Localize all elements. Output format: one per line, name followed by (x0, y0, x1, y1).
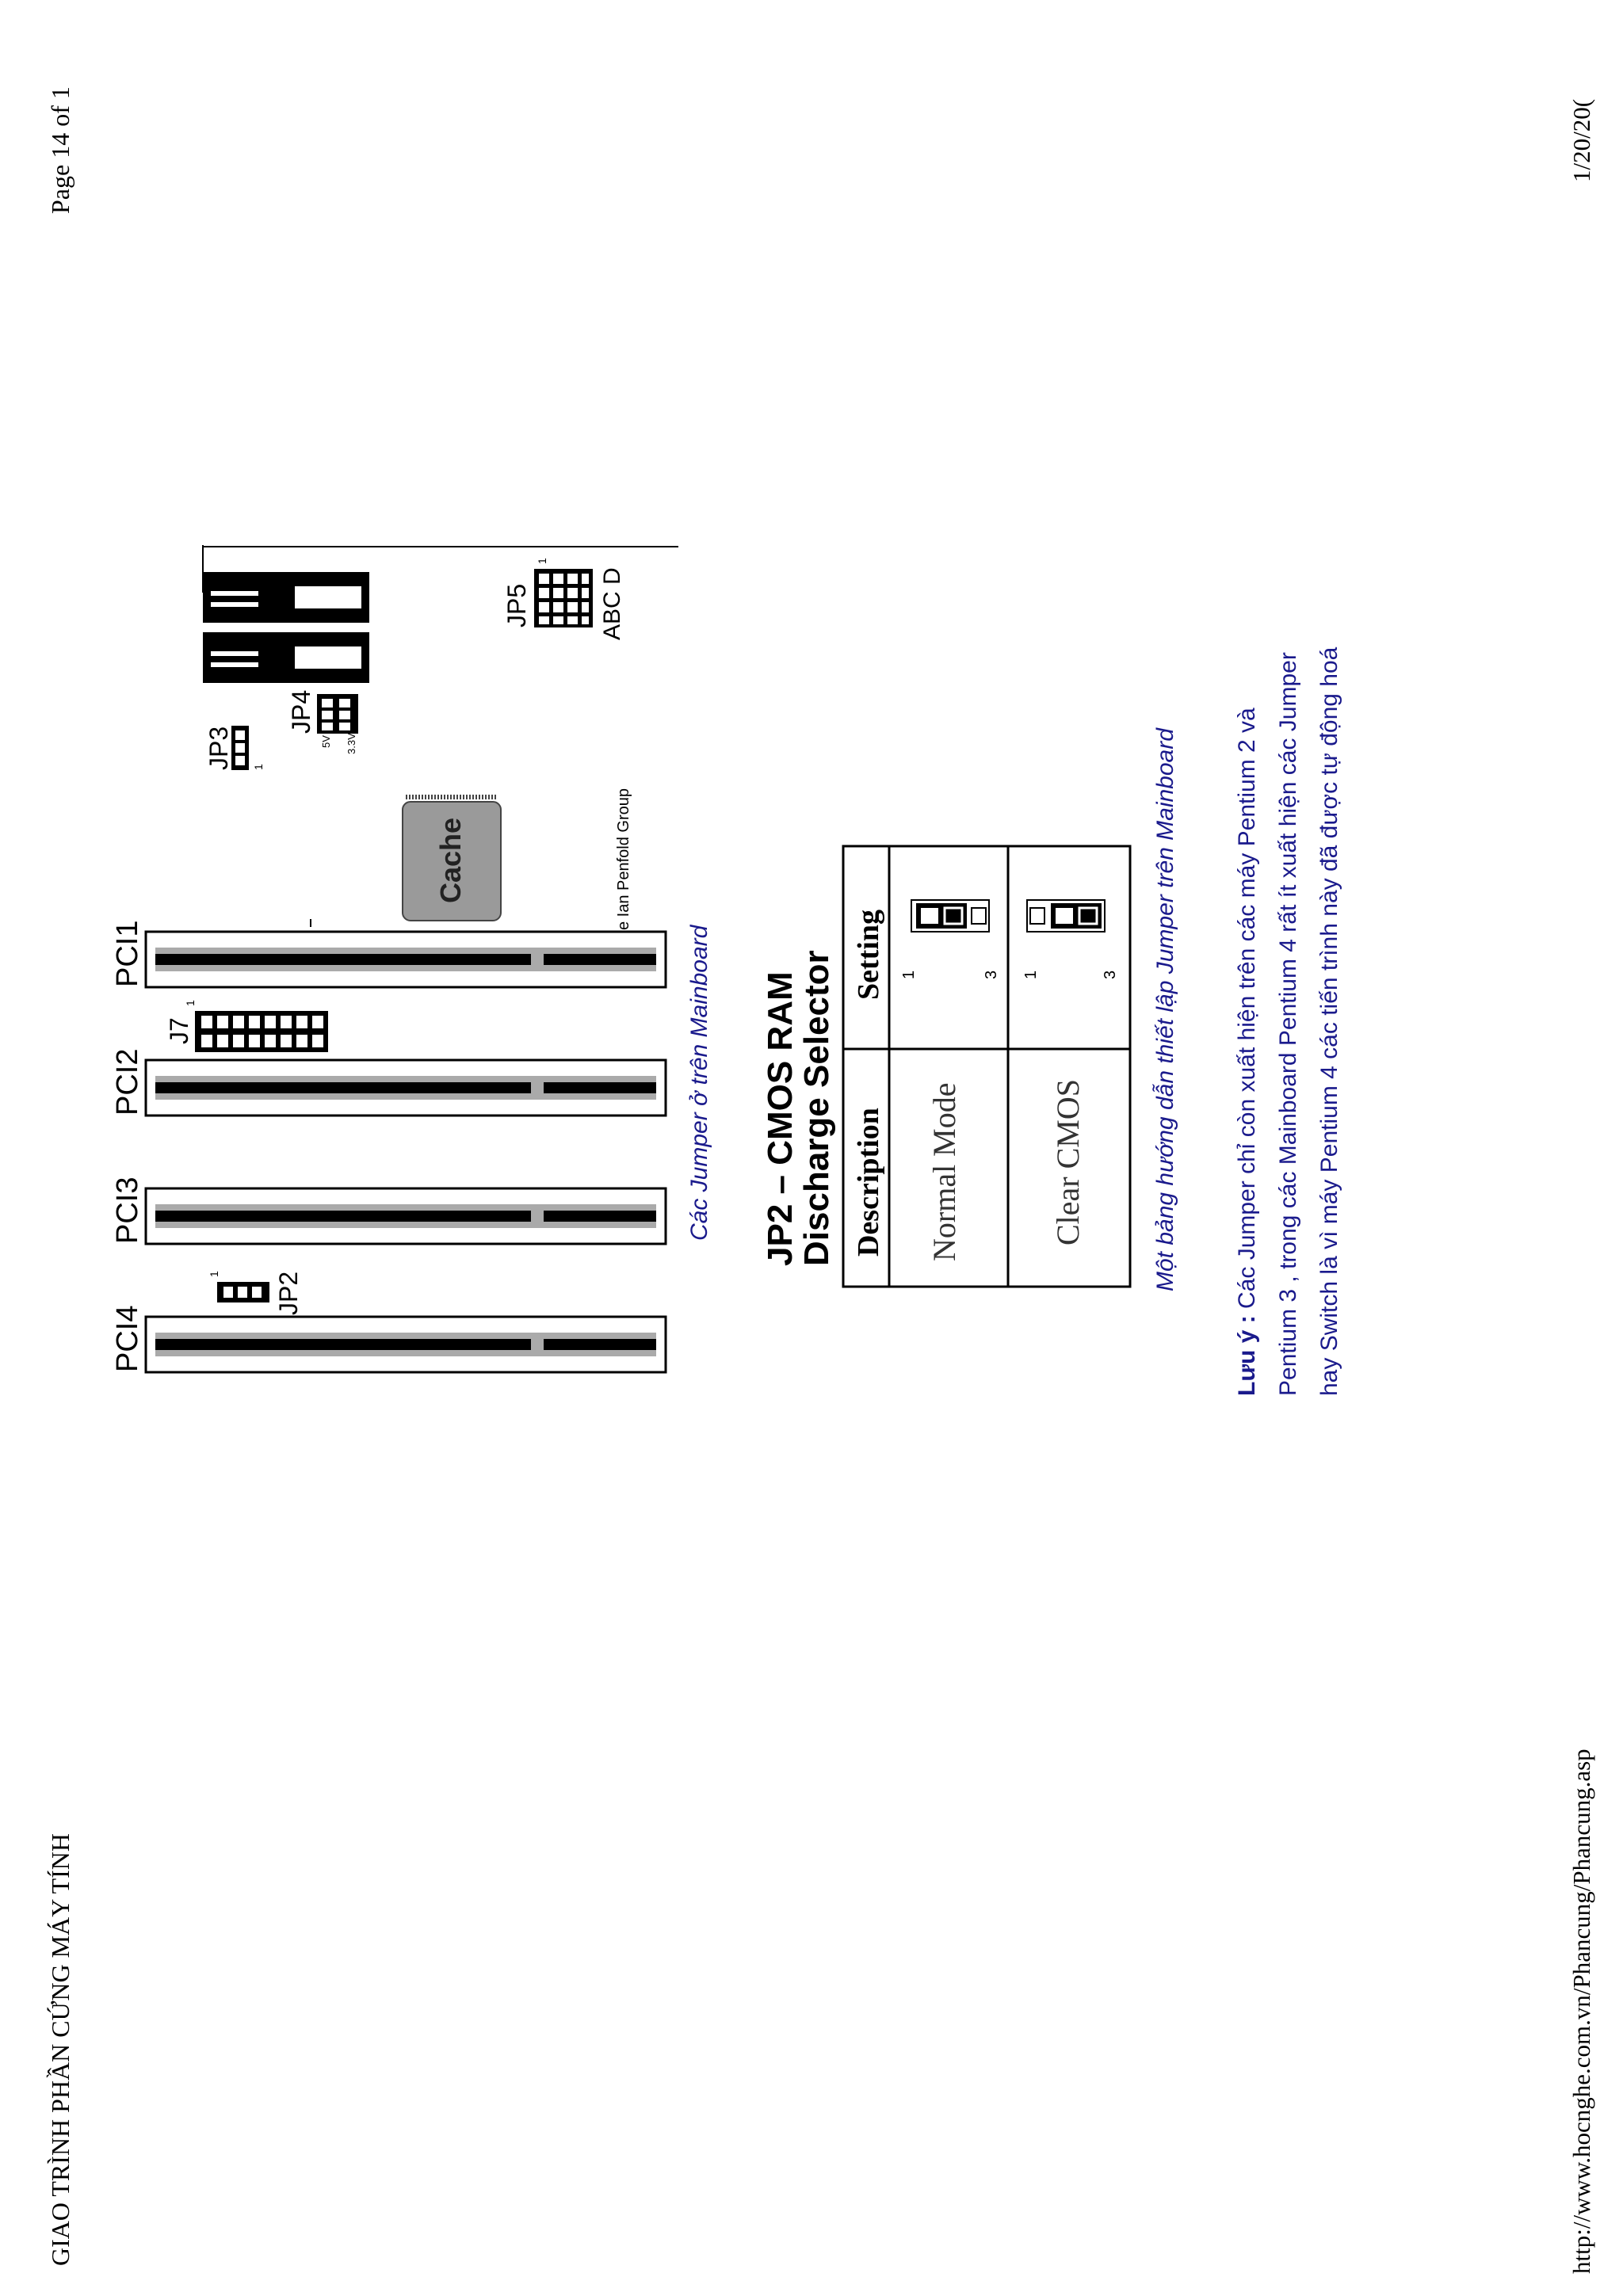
slot-label-pci2: PCI2 (111, 1048, 144, 1116)
note-line2: Pentium 3 , trong các Mainboard Pentium 4 rất ít xuất hiện các Jumper (1275, 652, 1301, 1396)
table-title-line2: Discharge Selector (797, 950, 836, 1266)
page-number: Page 14 of 1 (46, 86, 74, 214)
column-header-setting: Setting (852, 910, 885, 1000)
jp3-label: JP3 (204, 726, 233, 770)
jp3-pin1-label: 1 (252, 764, 265, 770)
page-date: 1/20/20( (1568, 98, 1595, 182)
jp2-label: JP2 (274, 1271, 303, 1315)
diagram-caption: Các Jumper ở trên Mainboard (686, 925, 712, 1241)
diagram-credit: e Ian Penfold Group (615, 788, 632, 930)
clear-pin1-label: 1 (1022, 970, 1040, 979)
normal-pin3-label: 3 (983, 970, 1000, 979)
note-label: Lưu ý : (1234, 1315, 1260, 1396)
jumper-clear-cmos (1027, 900, 1105, 932)
jp2-pin1-label: 1 (208, 1271, 220, 1277)
jp4-33v-label: 3.3V (346, 733, 357, 754)
note-line1: Các Jumper chỉ còn xuất hiện trên các máy Pentium 2 và (1234, 707, 1260, 1316)
jp5-label: JP5 (502, 583, 531, 627)
slot-label-pci3: PCI3 (111, 1177, 144, 1244)
cache-label: Cache (434, 817, 467, 903)
jp5-columns-label: ABC D (599, 567, 625, 640)
jp5-pin1-label: 1 (536, 558, 548, 564)
column-header-description: Description (852, 1108, 885, 1257)
jp4-label: JP4 (287, 689, 315, 734)
table-caption: Một bảng hướng dẫn thiết lập Jumper trên Mainboard (1152, 728, 1178, 1291)
note-paragraph (1227, 647, 1350, 1396)
slot-label-pci4: PCI4 (111, 1305, 144, 1372)
j7-label: J7 (165, 1017, 193, 1044)
j7-pin1-label: 1 (184, 1000, 197, 1006)
table-title-line1: JP2 – CMOS RAM (761, 971, 800, 1266)
normal-pin1-label: 1 (900, 970, 918, 979)
row-description-normal: Normal Mode (926, 1082, 962, 1261)
page-header-title: GIAO TRÌNH PHẦN CỨNG MÁY TÍNH (46, 1833, 74, 2266)
row-description-clear: Clear CMOS (1050, 1079, 1086, 1245)
jumper-normal-mode (911, 900, 989, 932)
page-url[interactable]: http://www.hocnghe.com.vn/Phancung/Phancung.asp (1568, 1749, 1595, 2274)
jp4-5v-label: 5V (320, 735, 332, 748)
clear-pin3-label: 3 (1102, 970, 1119, 979)
note-line3: hay Switch là vì máy Pentium 4 các tiến trình này đã được tự động hoá (1316, 646, 1342, 1396)
slot-label-pci1: PCI1 (111, 920, 144, 987)
